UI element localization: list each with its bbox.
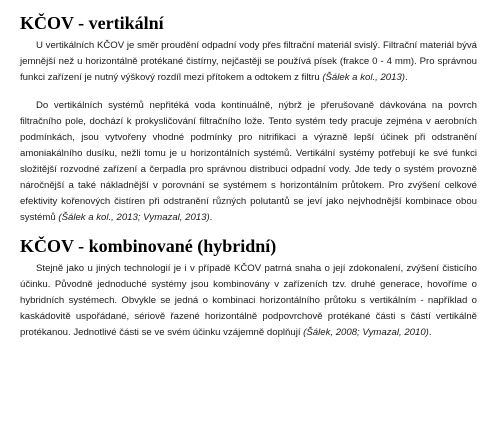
paragraph <box>20 38 477 86</box>
paragraph-text: Stejně jako u jiných technologií je i v případě KČOV patrná snaha o její zdokonalení, zvýšení čisticího účinku. Původně jednoduché systémy jsou kombinovány v zařízeních tzv. druhé generace, hovoříme o hybridních systémech. Obvykle se jedná o kombinaci horizontálního průtoku s vertikálním - například o kaskádovitě uspořádané, sériově řazené horizontálně podpovrchově protékané části s částí vertikálně protékanou. Jednotlivé části se ve svém účinku vzájemně doplňují <box>20 263 477 338</box>
citation: (Šálek, 2008; Vymazal, 2010) <box>303 327 429 338</box>
citation: (Šálek a kol., 2013) <box>322 72 405 83</box>
paragraph-tail: . <box>405 72 408 83</box>
paragraph-tail: . <box>209 212 213 223</box>
paragraph-text: U vertikálních KČOV je směr proudění odpadní vody přes filtrační materiál svislý. Filtrační materiál bývá jemnější než u horizontálně protékané čistírny, nejčastěji se používá písek (frakce 0 - 4 mm). Pro správnou funkci zařízení je nutný výškový rozdíl mezi přítokem a odtokem z filtru <box>20 40 477 83</box>
section-heading-hybrid: KČOV - kombinované (hybridní) <box>20 236 277 256</box>
paragraph <box>20 261 477 341</box>
citation: (Šálek a kol., 2013; Vymazal, 2013) <box>58 212 210 223</box>
paragraph-tail: . <box>428 327 432 338</box>
section-heading-vertical: KČOV - vertikální <box>20 13 164 33</box>
paragraph-text: Do vertikálních systémů nepřitéká voda kontinuálně, nýbrž je přerušovaně dávkována na povrch filtračního pole, dochází k prokysličování filtračního lože. Tento systém tedy pracuje zejména v aerobních podmínkách, jsou vytvořeny vhodné podmínky pro nitrifikaci a výrazně lepší účinek při odstranění amoniakálního dusíku, nežli tomu je u horizontálních systémů. Vertikální systémy potřebují ke své funkci složitější rozvodné zařízení a čerpadla pro správnou distribuci odpadní vody. Jde tedy o systém provozně náročnější a také nákladnější v porovnání se systémem s horizontálním průtokem. Pro zvýšení celkové efektivity kořenových čistíren při odstranění různých polutantů se jeví jako nejvhodnější kombinace obou systémů <box>20 100 477 223</box>
paragraph <box>20 98 477 226</box>
